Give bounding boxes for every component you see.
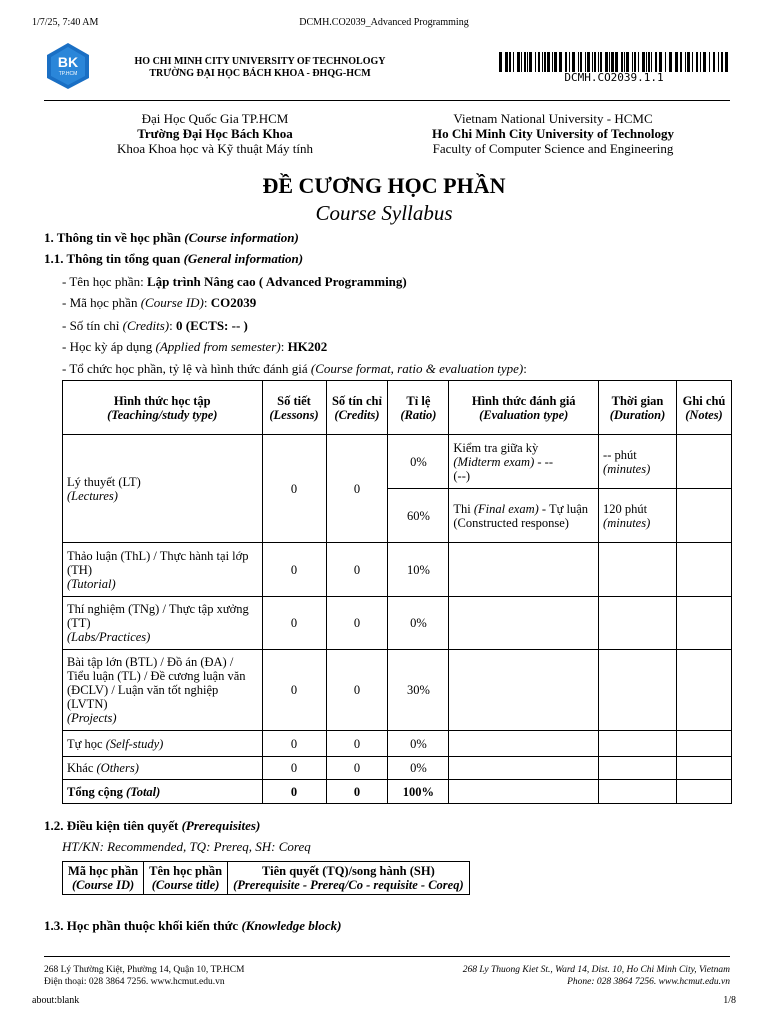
print-page-number: 1/8 (723, 995, 736, 1006)
course-id-label: - Mã học phần (62, 295, 141, 310)
footer-phone-en: Phone: 028 3864 7256. www.hcmut.edu.vn (567, 977, 730, 987)
cell-ratio: 10% (388, 543, 449, 597)
cell-credits: 0 (326, 597, 388, 650)
footer-address-en-line: 268 Ly Thuong Kiet St., Ward 14, Dist. 10, Ho Chi Minh City, Vietnam (462, 965, 730, 975)
section-1-2-title: 1.2. Điều kiện tiên quyết (44, 818, 182, 833)
cell-evaluation (449, 780, 599, 804)
course-format-table (62, 380, 732, 804)
semester-label: - Học kỳ áp dụng (62, 339, 156, 354)
course-name-label: - Tên học phần: (62, 274, 147, 289)
cell-duration (599, 780, 677, 804)
cell-final-duration: 120 phút (minutes) (599, 489, 677, 543)
document-title-vi: ĐỀ CƯƠNG HỌC PHẦN (262, 173, 506, 198)
cell-credits: 0 (326, 757, 388, 780)
cell-lessons: 0 (262, 650, 326, 731)
header-credits: Số tín chỉ (Credits) (326, 381, 388, 435)
header-evaluation-type: Hình thức đánh giá (Evaluation type) (449, 381, 599, 435)
cell-final-evaluation: Thi (Final exam) - Tự luận (Constructed response) (449, 489, 599, 543)
cell-evaluation (449, 543, 599, 597)
print-datetime: 1/7/25, 7:40 AM (32, 17, 99, 28)
table-row (63, 597, 732, 650)
cell-ratio: 0% (388, 597, 449, 650)
section-1-1-heading (44, 251, 303, 267)
cell-lessons: 0 (262, 597, 326, 650)
table-row (63, 650, 732, 731)
format-label: - Tổ chức học phần, tỷ lệ và hình thức đánh giá (62, 361, 311, 376)
cell-total-ratio: 100% (388, 780, 449, 804)
section-1-3-title: 1.3. Học phần thuộc khối kiến thức (44, 918, 242, 933)
table-total-row (63, 780, 732, 804)
course-id-item (62, 295, 256, 311)
institution-en-line3: Faculty of Computer Science and Engineering (432, 141, 674, 156)
format-label-en: (Course format, ratio & evaluation type) (310, 361, 524, 376)
cell-evaluation (449, 757, 599, 780)
section-1-3-title-en: (Knowledge block) (241, 918, 342, 933)
section-1-2-title-en: (Prerequisites) (181, 818, 261, 833)
cell-midterm-ratio: 0% (388, 435, 449, 489)
institution-en-line2: Ho Chi Minh City University of Technology (432, 126, 674, 141)
cell-lectures-credits: 0 (326, 435, 388, 543)
cell-notes (676, 650, 731, 731)
credits-colon: : (169, 318, 177, 333)
cell-midterm-evaluation: Kiểm tra giữa kỳ (Midterm exam) - -- (--) (449, 435, 599, 489)
university-name-en: HO CHI MINH CITY UNIVERSITY OF TECHNOLOGY (134, 56, 386, 67)
institution-vi-line1: Đại Học Quốc Gia TP.HCM (141, 111, 289, 126)
header-divider (44, 100, 730, 101)
course-id-value: CO2039 (210, 295, 257, 310)
header-lessons: Số tiết (Lessons) (262, 381, 326, 435)
section-1-title: 1. Thông tin về học phần (44, 230, 182, 245)
prerequisites-table (62, 861, 470, 895)
cell-type: Tự học (Self-study) (63, 731, 263, 757)
cell-midterm-notes (676, 435, 731, 489)
cell-duration (599, 543, 677, 597)
institution-en (388, 111, 718, 156)
course-name-value: Lập trình Nâng cao ( Advanced Programming) (146, 274, 407, 289)
cell-duration (599, 731, 677, 757)
prereq-header-row (63, 862, 470, 895)
table-row (63, 757, 732, 780)
header-notes: Ghi chú (Notes) (676, 381, 731, 435)
table-row (63, 731, 732, 757)
cell-evaluation (449, 597, 599, 650)
document-title-en: Course Syllabus (315, 201, 453, 225)
header-ratio: Tỉ lệ (Ratio) (388, 381, 449, 435)
section-1-1-title: 1.1. Thông tin tổng quan (44, 251, 181, 266)
footer-phone-vi: Điện thoại: 028 3864 7256. www.hcmut.edu.vn (44, 977, 225, 987)
university-name-vi: TRƯỜNG ĐẠI HỌC BÁCH KHOA - ĐHQG-HCM (149, 68, 371, 79)
semester-item (62, 339, 327, 355)
table-row (63, 543, 732, 597)
cell-total-label: Tổng cộng (Total) (63, 780, 263, 804)
credits-value: 0 (ECTS: -- ) (176, 318, 248, 333)
footer-address-en (463, 964, 730, 988)
barcode (499, 52, 729, 72)
course-id-label-en: (Course ID) (140, 295, 204, 310)
section-1-2-heading (44, 818, 260, 834)
cell-notes (676, 597, 731, 650)
cell-credits: 0 (326, 543, 388, 597)
section-1-3-heading (44, 918, 341, 934)
print-doc-title: DCMH.CO2039_Advanced Programming (299, 17, 469, 28)
cell-duration (599, 650, 677, 731)
cell-type: Thảo luận (ThL) / Thực hành tại lớp (TH) (Tutorial) (63, 543, 263, 597)
footer-divider (44, 956, 730, 957)
section-1-heading (44, 230, 299, 246)
table-row-lectures-midterm (63, 435, 732, 489)
cell-notes (676, 757, 731, 780)
cell-final-ratio: 60% (388, 489, 449, 543)
cell-total-credits: 0 (326, 780, 388, 804)
format-colon: : (523, 361, 527, 376)
cell-ratio: 0% (388, 757, 449, 780)
cell-evaluation (449, 731, 599, 757)
credits-label-en: (Credits) (122, 318, 170, 333)
institution-vi-line2: Trường Đại Học Bách Khoa (137, 126, 293, 141)
prereq-header-relation: Tiên quyết (TQ)/song hành (SH) (Prerequisite - Prereq/Co - requisite - Coreq) (228, 862, 470, 895)
credits-label: - Số tín chỉ (62, 318, 123, 333)
cell-duration (599, 757, 677, 780)
header-teaching-type: Hình thức học tập (Teaching/study type) (63, 381, 263, 435)
cell-final-notes (676, 489, 731, 543)
section-1-1-title-en: (General information) (183, 251, 304, 266)
prereq-header-course-title: Tên học phần (Course title) (144, 862, 228, 895)
credits-item (62, 318, 248, 334)
semester-label-en: (Applied from semester) (155, 339, 281, 354)
cell-credits: 0 (326, 731, 388, 757)
semester-value: HK202 (287, 339, 328, 354)
format-item (62, 361, 527, 377)
cell-evaluation (449, 650, 599, 731)
logo-text: BK (57, 54, 79, 70)
print-url: about:blank (32, 995, 80, 1006)
logo-subtext: TP.HCM (58, 71, 78, 77)
cell-lessons: 0 (262, 731, 326, 757)
cell-notes (676, 543, 731, 597)
course-name-item (62, 274, 407, 290)
cell-lessons: 0 (262, 757, 326, 780)
cell-notes (676, 780, 731, 804)
cell-credits: 0 (326, 650, 388, 731)
cell-notes (676, 731, 731, 757)
cell-type: Thí nghiệm (TNg) / Thực tập xưởng (TT) (Labs/Practices) (63, 597, 263, 650)
course-id-colon: : (203, 295, 211, 310)
cell-midterm-duration: -- phút (minutes) (599, 435, 677, 489)
cell-duration (599, 597, 677, 650)
institution-vi-line3: Khoa Khoa học và Kỹ thuật Máy tính (116, 141, 314, 156)
prereq-header-course-id: Mã học phần (Course ID) (63, 862, 144, 895)
cell-type: Bài tập lớn (BTL) / Đồ án (ĐA) / Tiểu luận (TL) / Đề cương luận văn (ĐCLV) / Luận văn tốt nghiệp (LVTN) (Projects) (63, 650, 263, 731)
institution-vi (60, 111, 370, 156)
table-header-row (63, 381, 732, 435)
prereq-legend: HT/KN: Recommended, TQ: Prereq, SH: Coreq (62, 839, 311, 854)
cell-lectures-type: Lý thuyết (LT) (Lectures) (63, 435, 263, 543)
barcode-text: DCMH.CO2039.1.1 (564, 71, 664, 84)
footer-address-vi (44, 964, 245, 988)
section-1-title-en: (Course information) (184, 230, 299, 245)
semester-colon: : (280, 339, 288, 354)
cell-lessons: 0 (262, 543, 326, 597)
cell-lectures-lessons: 0 (262, 435, 326, 543)
header-duration: Thời gian (Duration) (599, 381, 677, 435)
cell-ratio: 30% (388, 650, 449, 731)
university-logo (44, 42, 92, 90)
institution-en-line1: Vietnam National University - HCMC (453, 111, 653, 126)
cell-ratio: 0% (388, 731, 449, 757)
footer-address-vi-line: 268 Lý Thường Kiệt, Phường 14, Quận 10, TP.HCM (44, 965, 245, 975)
cell-type: Khác (Others) (63, 757, 263, 780)
cell-total-lessons: 0 (262, 780, 326, 804)
